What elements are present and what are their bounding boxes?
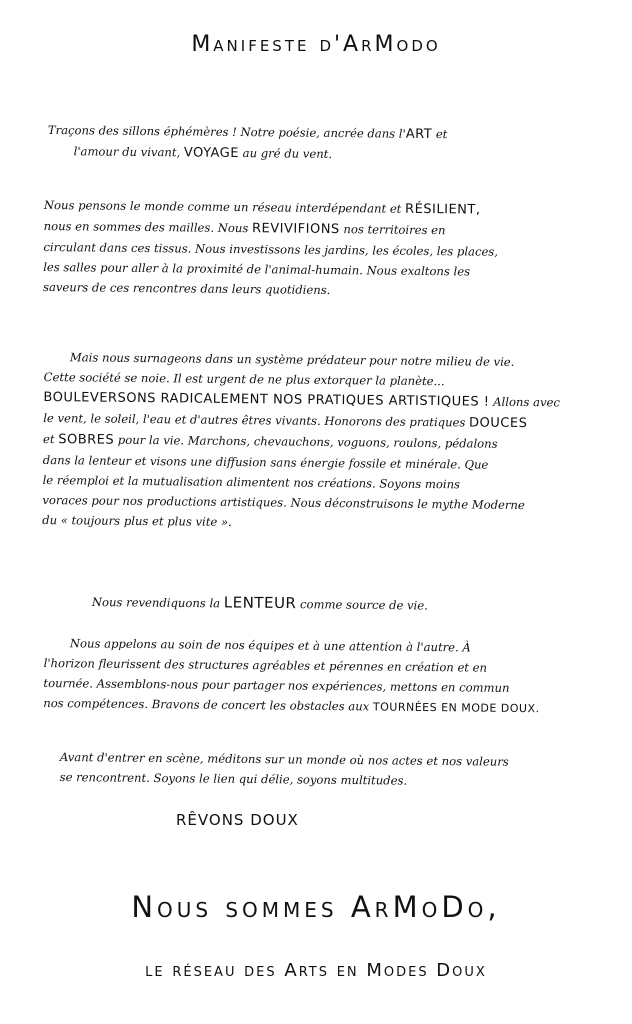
paragraph-3-line-8: voraces pour nos productions artistiques. Nous déconstruisons le mythe Moderne: [42, 492, 525, 513]
closing-slogan: RÊVONS DOUX: [176, 811, 299, 829]
paragraph-3-line-1: Mais nous surnageons dans un système prédateur pour notre milieu de vie.: [69, 350, 515, 369]
text: Traçons des sillons éphémères ! Notre poésie, ancrée dans l': [47, 122, 406, 141]
emphasis-revivifions: REVIVIFIONS: [251, 221, 340, 238]
paragraph-3-line-9: du « toujours plus et plus vite ».: [42, 512, 232, 529]
paragraph-5-line-1: Nous appelons au soin de nos équipes et à une attention à l'autre. À: [69, 636, 471, 655]
emphasis-voyage: VOYAGE: [183, 145, 240, 162]
text: nous en sommes des mailles. Nous: [43, 218, 253, 236]
text: Allons avec: [489, 394, 560, 410]
text: Nous pensons le monde comme un réseau interdépendant et: [43, 197, 406, 216]
text: au gré du vent.: [238, 146, 333, 161]
paragraph-2: [43, 195, 604, 303]
text: l'amour du vivant,: [73, 144, 185, 160]
emphasis-sobres: SOBRES: [58, 432, 115, 448]
emphasis-lenteur: LENTEUR: [223, 593, 297, 613]
paragraph-5-line-3: tournée. Assemblons-nous pour partager nos expériences, mettons en commun: [43, 675, 510, 695]
emphasis-tournees: TOURNÉES EN MODE DOUX.: [372, 700, 540, 716]
paragraph-5-line-2: l'horizon fleurissent des structures agréables et pérennes en création et en: [43, 655, 488, 675]
emphasis-douces: DOUCES: [469, 415, 528, 432]
text: Nous revendiquons la: [91, 594, 224, 611]
text: nos compétences. Bravons de concert les obstacles aux: [43, 695, 374, 714]
paragraph-1-line-2: [48, 141, 608, 168]
signature-line-2: le réseau des Arts en Modes Doux: [145, 960, 487, 981]
paragraph-2-line-4: les salles pour aller à la proximité de l'animal-humain. Nous exaltons les: [43, 259, 471, 279]
paragraph-1: [48, 120, 608, 168]
paragraph-2-line-3: circulant dans ces tissus. Nous investissons les jardins, les écoles, les places,: [43, 239, 499, 259]
text: comme source de vie.: [296, 597, 428, 613]
paragraph-5: [43, 633, 604, 720]
text: nos territoires en: [339, 222, 446, 238]
text: et: [42, 431, 59, 447]
paragraph-2-line-5: saveurs de ces rencontres dans leurs quotidiens.: [42, 279, 331, 298]
text: le vent, le soleil, l'eau et d'autres êtres vivants. Honorons des pratiques: [43, 410, 470, 430]
paragraph-6: [60, 747, 620, 793]
paragraph-3-line-2: Cette société se noie. Il est urgent de ne plus extorquer la planète...: [43, 369, 445, 389]
paragraph-3: [42, 347, 604, 536]
signature-line-1: Nous sommes ArMoDo,: [131, 890, 501, 924]
emphasis-art: ART: [405, 126, 433, 143]
page-title: Manifeste d'ArModo: [191, 32, 441, 57]
emphasis-resilient: RÉSILIENT,: [404, 201, 481, 218]
text: pour la vie. Marchons, chevauchons, voguons, roulons, pédalons: [114, 432, 498, 451]
paragraph-6-line-1: Avant d'entrer en scène, méditons sur un monde où nos actes et nos valeurs: [59, 749, 509, 769]
paragraph-5-line-4: [43, 693, 603, 720]
emphasis-bouleversons: BOULEVERSONS RADICALEMENT NOS PRATIQUES ARTISTIQUES !: [43, 389, 490, 410]
paragraph-3-line-6: dans la lenteur et visons une diffusion sans énergie fossile et minérale. Que: [42, 452, 489, 472]
paragraph-3-line-7: le réemploi et la mutualisation alimentent nos créations. Soyons moins: [42, 472, 461, 492]
paragraph-4: [92, 591, 592, 617]
paragraph-6-line-2: se rencontrent. Soyons le lien qui délie, soyons multitudes.: [59, 769, 408, 788]
paragraph-4-line-1: [92, 591, 592, 617]
text: et: [432, 127, 448, 142]
